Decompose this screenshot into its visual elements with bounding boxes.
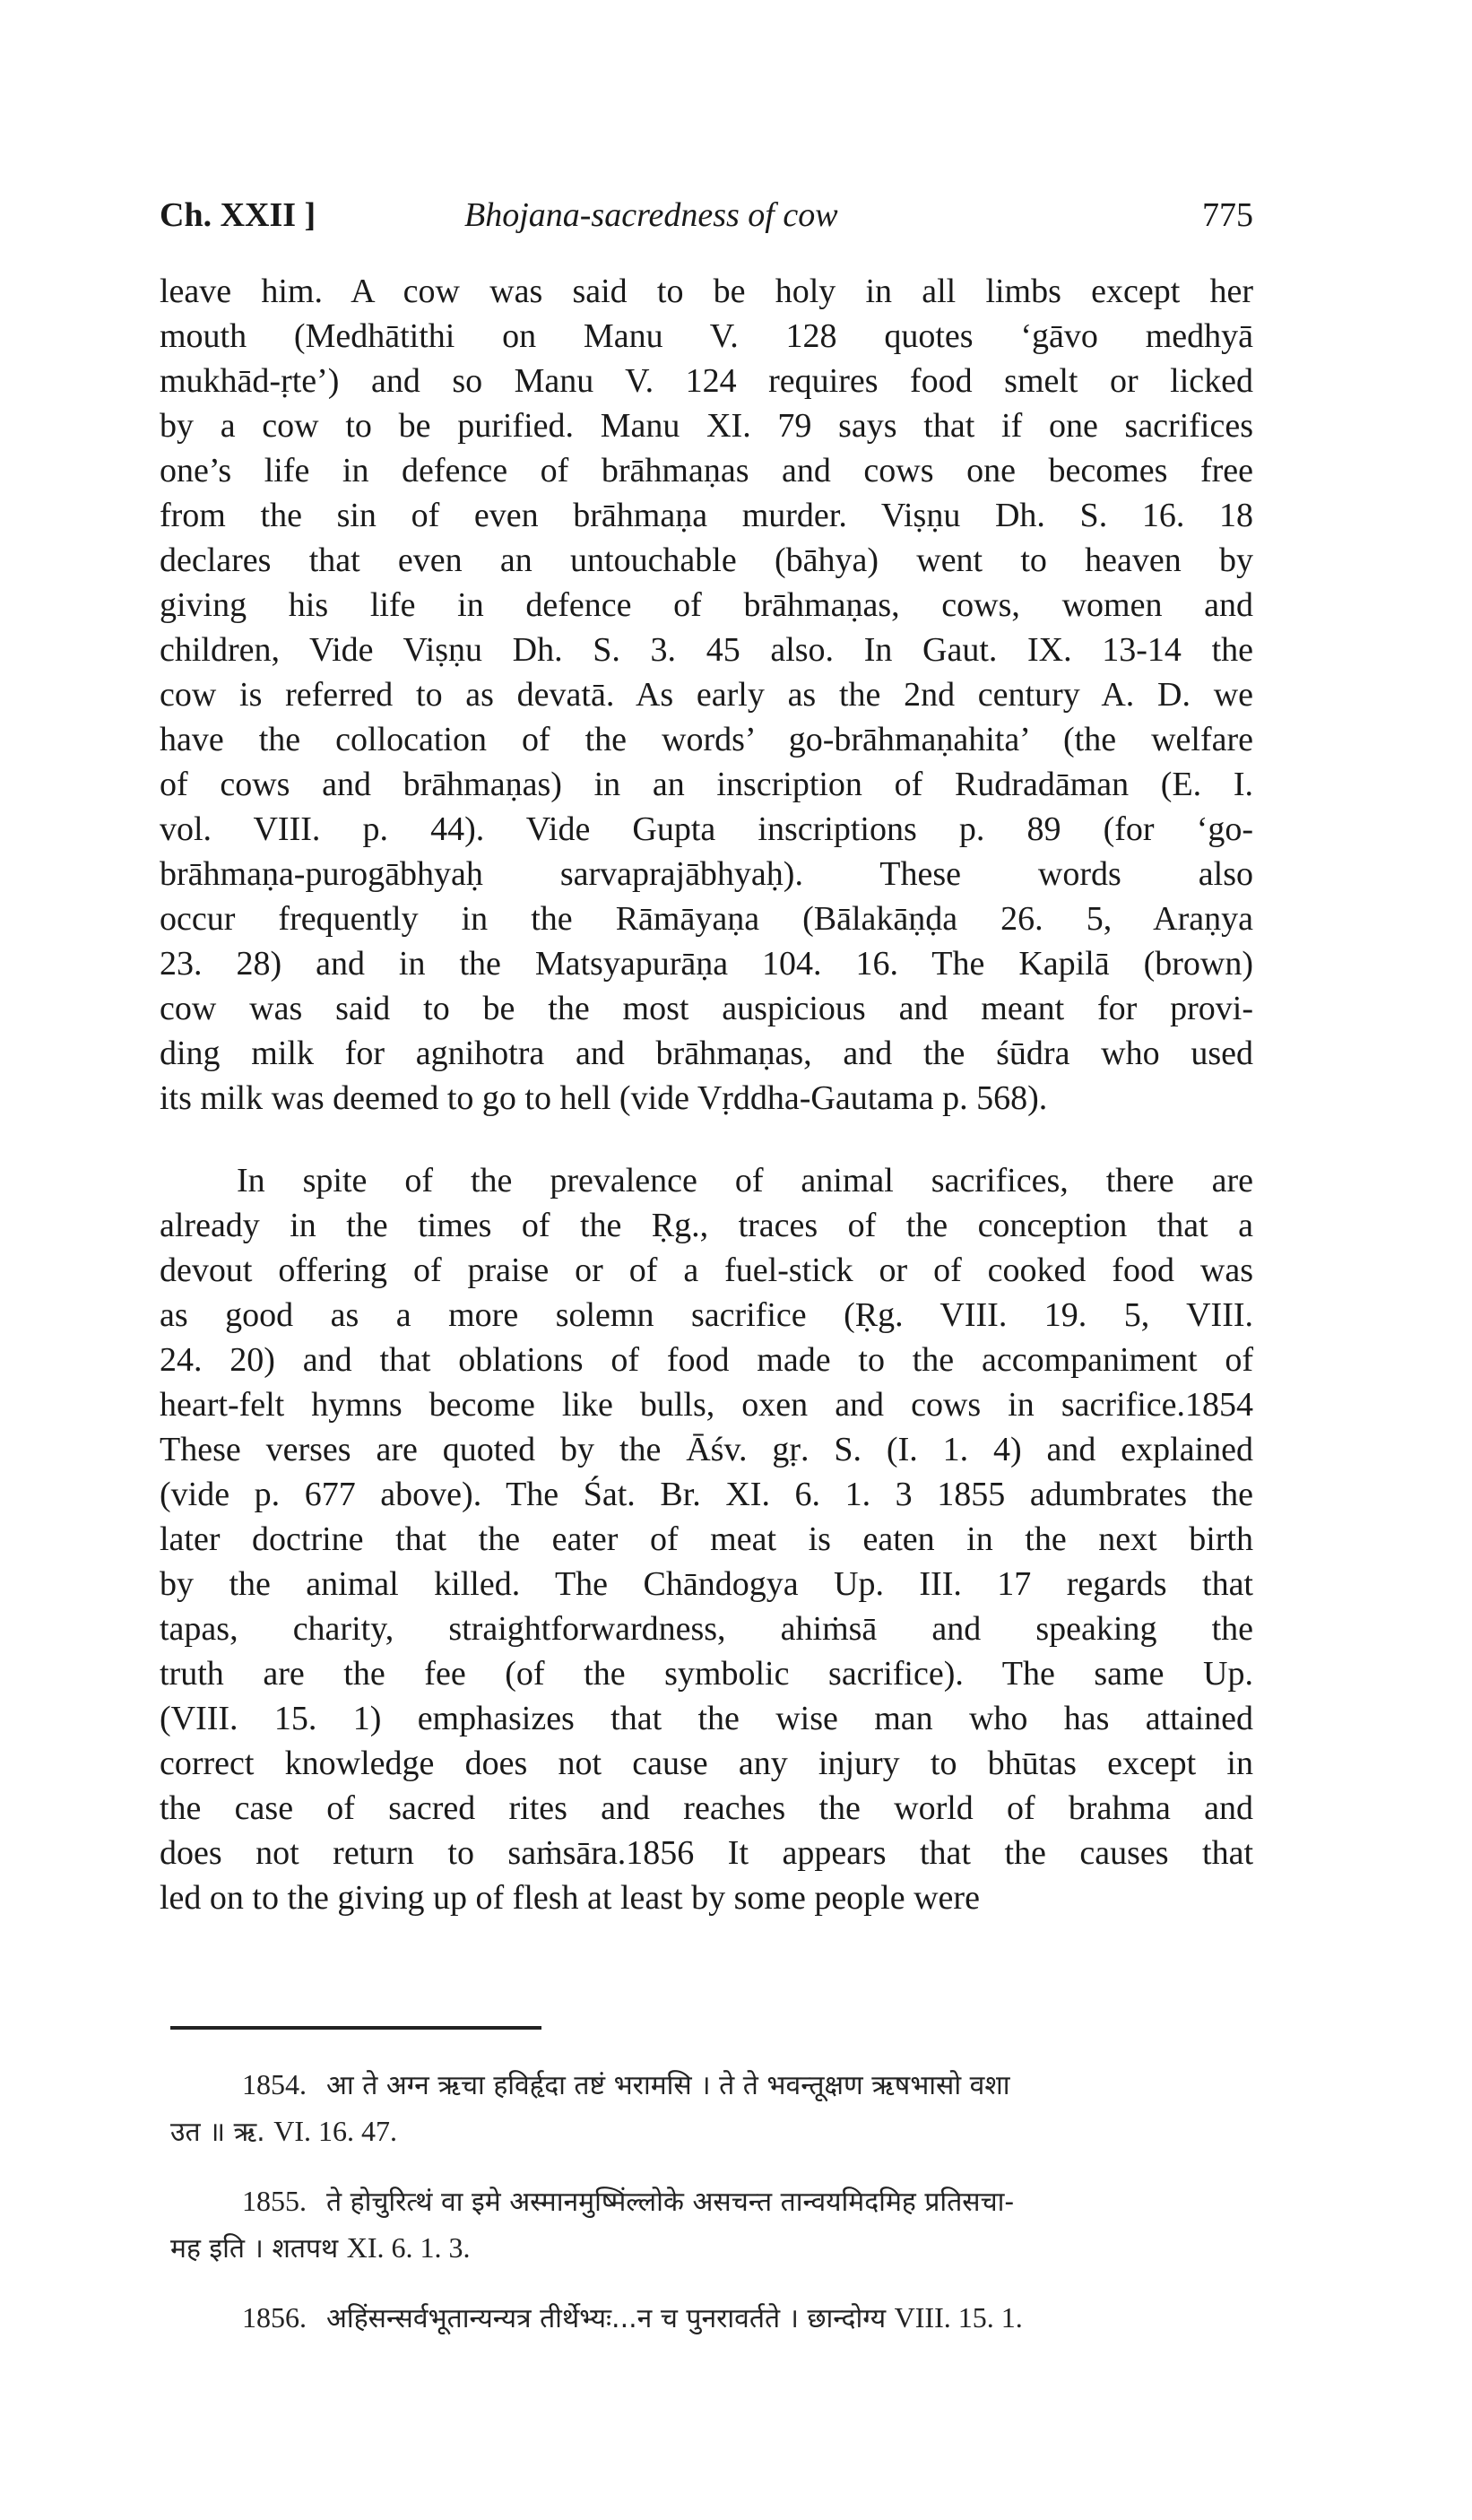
text-line: vol. VIII. p. 44). Vide Gupta inscriptions p. 89 (for ‘go- (160, 810, 1253, 848)
text-line: occur frequently in the Rāmāyaṇa (Bālakāṇḍa 26. 5, Araṇya (160, 900, 1253, 938)
text-line: led on to the giving up of flesh at least by some people were (160, 1879, 980, 1917)
text-line: mukhād-ṛte’) and so Manu V. 124 requires food smelt or licked (160, 362, 1253, 400)
text-line: correct knowledge does not cause any injury to bhūtas except in (160, 1745, 1253, 1782)
text-line: These verses are quoted by the Āśv. gṛ. S. (I. 1. 4) and explained (160, 1431, 1253, 1468)
text-line: In spite of the prevalence of animal sacrifices, there are (237, 1162, 1253, 1199)
chapter-label: Ch. XXII ] (160, 196, 316, 234)
text-line: cow was said to be the most auspicious and meant for provi- (160, 990, 1253, 1027)
text-line: tapas, charity, straightforwardness, ahiṁsā and speaking the (160, 1610, 1253, 1648)
text-line: does not return to saṁsāra.1856 It appears that the causes that (160, 1834, 1253, 1872)
footnote-divider (170, 2026, 541, 2030)
text-line: its milk was deemed to go to hell (vide Vṛddha-Gautama p. 568). (160, 1079, 1048, 1117)
text-line: have the collocation of the words’ go-brāhmaṇahita’ (the welfare (160, 721, 1253, 758)
footnote-number: 1856. (242, 2301, 307, 2334)
footnote-number: 1854. (242, 2068, 307, 2100)
text-line: already in the times of the Ṛg., traces of the conception that a (160, 1207, 1253, 1244)
text-line: cow is referred to as devatā. As early as the 2nd century A. D. we (160, 676, 1253, 714)
text-line: by a cow to be purified. Manu XI. 79 says that if one sacrifices (160, 407, 1253, 445)
text-line: from the sin of even brāhmaṇa murder. Viṣṇu Dh. S. 16. 18 (160, 497, 1253, 534)
footnote-number: 1855. (242, 2185, 307, 2217)
footnote-line (170, 2178, 1253, 2225)
footnote-text: मह इति । शतपथ (170, 2233, 339, 2265)
text-line: 24. 20) and that oblations of food made to the accompaniment of (160, 1341, 1253, 1379)
footnote-reference: VIII. 15. 1. (894, 2301, 1023, 2334)
footnote (170, 2295, 1253, 2342)
footnote-text: ते होचुरित्थं वा इमे अस्मानमुष्मिंल्लोके असचन्त तान्वयमिदमिह प्रतिसचा- (326, 2187, 1015, 2218)
footnote-line (170, 2295, 1253, 2342)
text-line: declares that even an untouchable (bāhya) went to heaven by (160, 541, 1253, 579)
page-number: 775 (1202, 196, 1253, 234)
text-line: ding milk for agnihotra and brāhmaṇas, and the śūdra who used (160, 1035, 1253, 1072)
text-line: children, Vide Viṣṇu Dh. S. 3. 45 also. In Gaut. IX. 13-14 the (160, 631, 1253, 669)
text-line: mouth (Medhātithi on Manu V. 128 quotes ‘gāvo medhyā (160, 317, 1253, 355)
footnote-text: आ ते अग्न ऋचा हविर्हृदा तष्टं भरामसि । ते ते भवन्तूक्षण ऋषभासो वशा (326, 2070, 1010, 2101)
paragraph-gap (160, 1121, 1253, 1158)
footnote-reference: VI. 16. 47. (273, 2115, 398, 2147)
text-line: by the animal killed. The Chāndogya Up. III. 17 regards that (160, 1565, 1253, 1603)
footnote-text: उत ॥ ऋ. (170, 2117, 265, 2148)
footnote-line (170, 2062, 1253, 2109)
text-line: of cows and brāhmaṇas) in an inscription of Rudradāman (E. I. (160, 766, 1253, 803)
paragraph (160, 1158, 1253, 1920)
paragraph (160, 269, 1253, 1121)
text-line: leave him. A cow was said to be holy in all limbs except her (160, 273, 1253, 310)
body-text (160, 269, 1253, 1920)
footnote-reference: XI. 6. 1. 3. (346, 2231, 471, 2264)
footnote-line (170, 2225, 1253, 2272)
text-line: giving his life in defence of brāhmaṇas, cows, women and (160, 586, 1253, 624)
running-title: Bhojana-sacredness of cow (464, 196, 838, 234)
footnotes (170, 2062, 1253, 2365)
text-line: later doctrine that the eater of meat is eaten in the next birth (160, 1520, 1253, 1558)
footnote-line (170, 2109, 1253, 2155)
text-line: 23. 28) and in the Matsyapurāṇa 104. 16. The Kapilā (brown) (160, 945, 1253, 983)
footnote-text: अहिंसन्सर्वभूतान्यन्यत्र तीर्थेभ्यः...न च पुनरावर्तते । छान्दोग्य (326, 2303, 887, 2334)
text-line: (VIII. 15. 1) emphasizes that the wise man who has attained (160, 1700, 1253, 1737)
text-line: the case of sacred rites and reaches the world of brahma and (160, 1789, 1253, 1827)
text-line: one’s life in defence of brāhmaṇas and cows one becomes free (160, 452, 1253, 489)
footnote (170, 2178, 1253, 2272)
text-line: heart-felt hymns become like bulls, oxen and cows in sacrifice.1854 (160, 1386, 1253, 1424)
text-line: (vide p. 677 above). The Śat. Br. XI. 6. 1. 3 1855 adumbrates the (160, 1476, 1253, 1513)
footnote (170, 2062, 1253, 2155)
text-line: brāhmaṇa-purogābhyaḥ sarvaprajābhyaḥ). These words also (160, 855, 1253, 893)
text-line: devout offering of praise or of a fuel-stick or of cooked food was (160, 1251, 1253, 1289)
running-head (160, 195, 1253, 249)
text-line: truth are the fee (of the symbolic sacrifice). The same Up. (160, 1655, 1253, 1693)
text-line: as good as a more solemn sacrifice (Ṛg. VIII. 19. 5, VIII. (160, 1296, 1253, 1334)
